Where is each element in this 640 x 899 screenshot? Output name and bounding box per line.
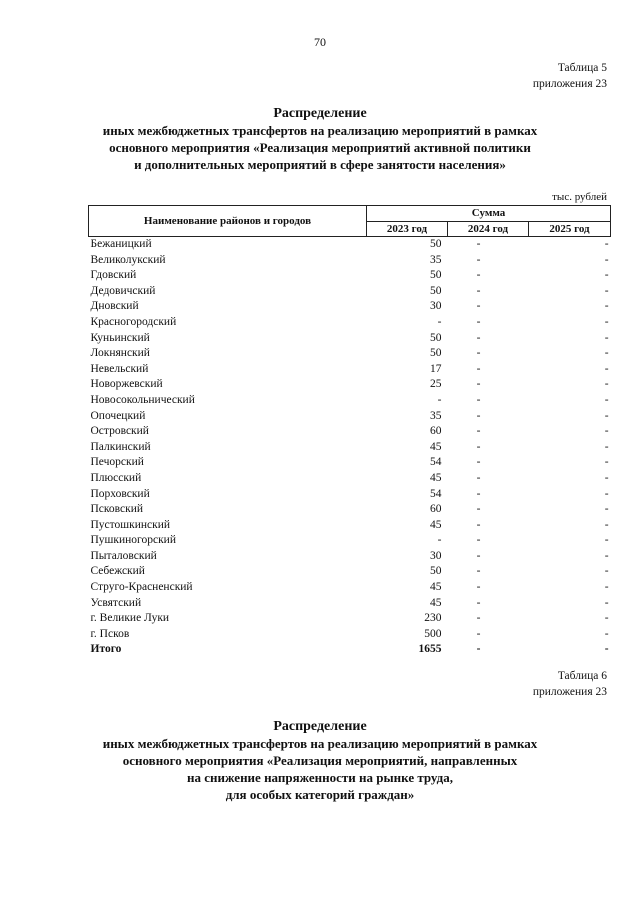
value-2023-cell: 50 xyxy=(430,238,442,250)
district-name-cell: Печорский xyxy=(90,456,144,469)
value-2025-cell: - xyxy=(604,269,609,282)
value-2024-cell: - xyxy=(476,378,481,391)
table-row xyxy=(89,627,611,643)
value-2023-cell: 45 xyxy=(430,581,442,594)
value-2023-cell: 30 xyxy=(430,300,442,313)
table-row xyxy=(89,315,611,331)
value-2024-cell: - xyxy=(476,487,481,500)
district-name-cell: Красногородский xyxy=(90,315,177,328)
column-header-sum: Сумма xyxy=(367,206,611,222)
column-header-2025: 2025 год xyxy=(529,221,611,237)
district-name-cell: Дновский xyxy=(90,300,139,313)
table-6-heading-line: иных межбюджетных трансфертов на реализацию мероприятий в рамках xyxy=(102,736,538,751)
value-2023-cell: 25 xyxy=(430,378,442,391)
value-2025-cell: - xyxy=(604,565,609,578)
value-2025-cell: - xyxy=(604,393,609,406)
value-2025-cell: - xyxy=(604,284,609,297)
value-2023-cell: 50 xyxy=(430,284,442,297)
table-5-ref-line-1: Таблица 5 xyxy=(557,62,607,74)
value-2025-cell: - xyxy=(604,440,609,453)
value-2023-cell: 30 xyxy=(430,549,442,562)
value-2024-cell: - xyxy=(476,518,481,531)
value-2024-cell: - xyxy=(476,627,481,640)
value-2024-cell: - xyxy=(476,300,481,313)
value-2023-cell: 230 xyxy=(424,612,442,625)
value-2024-cell: - xyxy=(476,253,481,266)
table-row xyxy=(89,471,611,487)
district-name-cell: Новоржевский xyxy=(90,378,163,391)
district-name-cell: Палкинский xyxy=(90,440,151,453)
value-2024-cell: - xyxy=(476,284,481,297)
value-2024-cell: - xyxy=(476,362,481,375)
value-2023-cell: 35 xyxy=(430,409,442,422)
units-label: тыс. рублей xyxy=(552,191,607,203)
value-2023-cell: 35 xyxy=(430,253,442,266)
value-2025-cell: - xyxy=(604,627,609,640)
table-5-reference xyxy=(533,60,607,92)
table-row xyxy=(89,502,611,518)
value-2024-cell: - xyxy=(476,643,481,656)
district-name-cell: Псковский xyxy=(90,503,144,516)
value-2023-cell: 50 xyxy=(430,565,442,578)
district-name-cell: Порховский xyxy=(90,487,150,500)
district-name-cell: Опочецкий xyxy=(90,409,146,422)
table-6-title: Распределение xyxy=(273,719,367,734)
table-row xyxy=(89,346,611,362)
table-row xyxy=(89,362,611,378)
district-name-cell: Невельский xyxy=(90,362,149,375)
value-2024-cell: - xyxy=(476,456,481,469)
value-2025-cell: - xyxy=(604,362,609,375)
table-6-heading-line: для особых категорий граждан» xyxy=(225,787,415,802)
value-2024-cell: - xyxy=(476,393,481,406)
value-2024-cell: - xyxy=(476,565,481,578)
table-row xyxy=(89,237,611,253)
table-row xyxy=(89,580,611,596)
value-2025-cell: - xyxy=(604,331,609,344)
value-2025-cell: - xyxy=(604,409,609,422)
value-2023-cell: 50 xyxy=(430,269,442,282)
table-row xyxy=(89,440,611,456)
value-2025-cell: - xyxy=(604,643,609,656)
table-6-ref-line-2: приложения 23 xyxy=(532,686,607,698)
table-5-title: Распределение xyxy=(273,106,367,121)
district-name-cell: Бежаницкий xyxy=(90,238,152,250)
table-row xyxy=(89,518,611,534)
district-name-cell: Островский xyxy=(90,425,149,438)
table-6-reference xyxy=(533,668,607,700)
value-2023-cell: - xyxy=(437,534,442,547)
distribution-table xyxy=(88,205,611,658)
table-6-heading xyxy=(60,718,580,803)
value-2025-cell: - xyxy=(604,612,609,625)
value-2023-cell: 45 xyxy=(430,596,442,609)
table-row xyxy=(89,393,611,409)
district-name-cell: Пустошкинский xyxy=(90,518,171,531)
value-2025-cell: - xyxy=(604,534,609,547)
district-name-cell: Пушкиногорский xyxy=(90,534,176,547)
table-5-heading xyxy=(60,105,580,173)
value-2024-cell: - xyxy=(476,549,481,562)
district-name-cell: Усвятский xyxy=(90,596,142,609)
value-2025-cell: - xyxy=(604,425,609,438)
value-2023-cell: - xyxy=(437,315,442,328)
value-2025-cell: - xyxy=(604,596,609,609)
table-row xyxy=(89,549,611,565)
district-name-cell: Пыталовский xyxy=(90,549,157,562)
table-5-heading-line: иных межбюджетных трансфертов на реализацию мероприятий в рамках xyxy=(102,123,538,138)
value-2025-cell: - xyxy=(604,549,609,562)
value-2025-cell: - xyxy=(604,518,609,531)
column-header-2024: 2024 год xyxy=(448,221,529,237)
district-name-cell: Дедовичский xyxy=(90,284,156,297)
table-6-ref-line-1: Таблица 6 xyxy=(557,670,607,682)
value-2024-cell: - xyxy=(476,315,481,328)
value-2024-cell: - xyxy=(476,269,481,282)
value-2024-cell: - xyxy=(476,331,481,344)
column-header-name: Наименование районов и городов xyxy=(89,206,367,237)
district-name-cell: Струго-Красненский xyxy=(90,581,193,594)
value-2023-cell: 45 xyxy=(430,440,442,453)
table-5-heading-line: основного мероприятия «Реализация мероприятий активной политики xyxy=(109,140,531,155)
district-name-cell: Куньинский xyxy=(90,331,150,344)
district-name-cell: Себежский xyxy=(90,565,145,578)
value-2023-cell: 60 xyxy=(430,425,442,438)
value-2023-cell: 1655 xyxy=(418,643,442,656)
value-2023-cell: 50 xyxy=(430,347,442,360)
table-row xyxy=(89,564,611,580)
table-5-ref-line-2: приложения 23 xyxy=(532,78,607,90)
value-2024-cell: - xyxy=(476,440,481,453)
value-2025-cell: - xyxy=(604,503,609,516)
value-2025-cell: - xyxy=(604,238,609,250)
table-row xyxy=(89,424,611,440)
value-2025-cell: - xyxy=(604,581,609,594)
value-2025-cell: - xyxy=(604,253,609,266)
value-2023-cell: 45 xyxy=(430,518,442,531)
value-2025-cell: - xyxy=(604,487,609,500)
district-name-cell: г. Псков xyxy=(90,627,130,640)
table-row xyxy=(89,253,611,269)
table-row xyxy=(89,596,611,612)
total-row xyxy=(89,642,611,658)
value-2025-cell: - xyxy=(604,347,609,360)
table-row xyxy=(89,284,611,300)
value-2024-cell: - xyxy=(476,612,481,625)
district-name-cell: Локнянский xyxy=(90,347,150,360)
value-2025-cell: - xyxy=(604,315,609,328)
page-number: 70 xyxy=(314,35,326,49)
table-row xyxy=(89,377,611,393)
table-row xyxy=(89,331,611,347)
value-2024-cell: - xyxy=(476,534,481,547)
value-2025-cell: - xyxy=(604,471,609,484)
value-2024-cell: - xyxy=(476,409,481,422)
value-2025-cell: - xyxy=(604,378,609,391)
value-2023-cell: 60 xyxy=(430,503,442,516)
value-2023-cell: 54 xyxy=(430,487,442,500)
value-2024-cell: - xyxy=(476,425,481,438)
value-2025-cell: - xyxy=(604,300,609,313)
value-2024-cell: - xyxy=(476,503,481,516)
value-2025-cell: - xyxy=(604,456,609,469)
table-row xyxy=(89,611,611,627)
table-6-heading-line: на снижение напряженности на рынке труда, xyxy=(187,770,453,785)
table-row xyxy=(89,487,611,503)
district-name-cell: Плюсский xyxy=(90,471,142,484)
column-header-2023: 2023 год xyxy=(367,221,448,237)
value-2024-cell: - xyxy=(476,347,481,360)
district-name-cell: Гдовский xyxy=(90,269,137,282)
value-2023-cell: 50 xyxy=(430,331,442,344)
value-2023-cell: 500 xyxy=(424,627,442,640)
table-6-heading-line: основного мероприятия «Реализация мероприятий, направленных xyxy=(122,753,518,768)
value-2023-cell: - xyxy=(437,393,442,406)
district-name-cell: Новосокольнический xyxy=(90,393,195,406)
district-name-cell: Итого xyxy=(90,643,122,656)
district-name-cell: Великолукский xyxy=(90,253,166,266)
value-2024-cell: - xyxy=(476,471,481,484)
value-2024-cell: - xyxy=(476,581,481,594)
table-row xyxy=(89,299,611,315)
table-row xyxy=(89,455,611,471)
table-body xyxy=(89,237,611,659)
value-2023-cell: 54 xyxy=(430,456,442,469)
table-5-heading-line: и дополнительных мероприятий в сфере занятости населения» xyxy=(134,157,506,172)
table-row xyxy=(89,409,611,425)
value-2023-cell: 17 xyxy=(430,362,442,375)
value-2024-cell: - xyxy=(476,596,481,609)
value-2024-cell: - xyxy=(476,238,481,250)
value-2023-cell: 45 xyxy=(430,471,442,484)
table-row xyxy=(89,268,611,284)
district-name-cell: г. Великие Луки xyxy=(90,612,170,625)
table-row xyxy=(89,533,611,549)
